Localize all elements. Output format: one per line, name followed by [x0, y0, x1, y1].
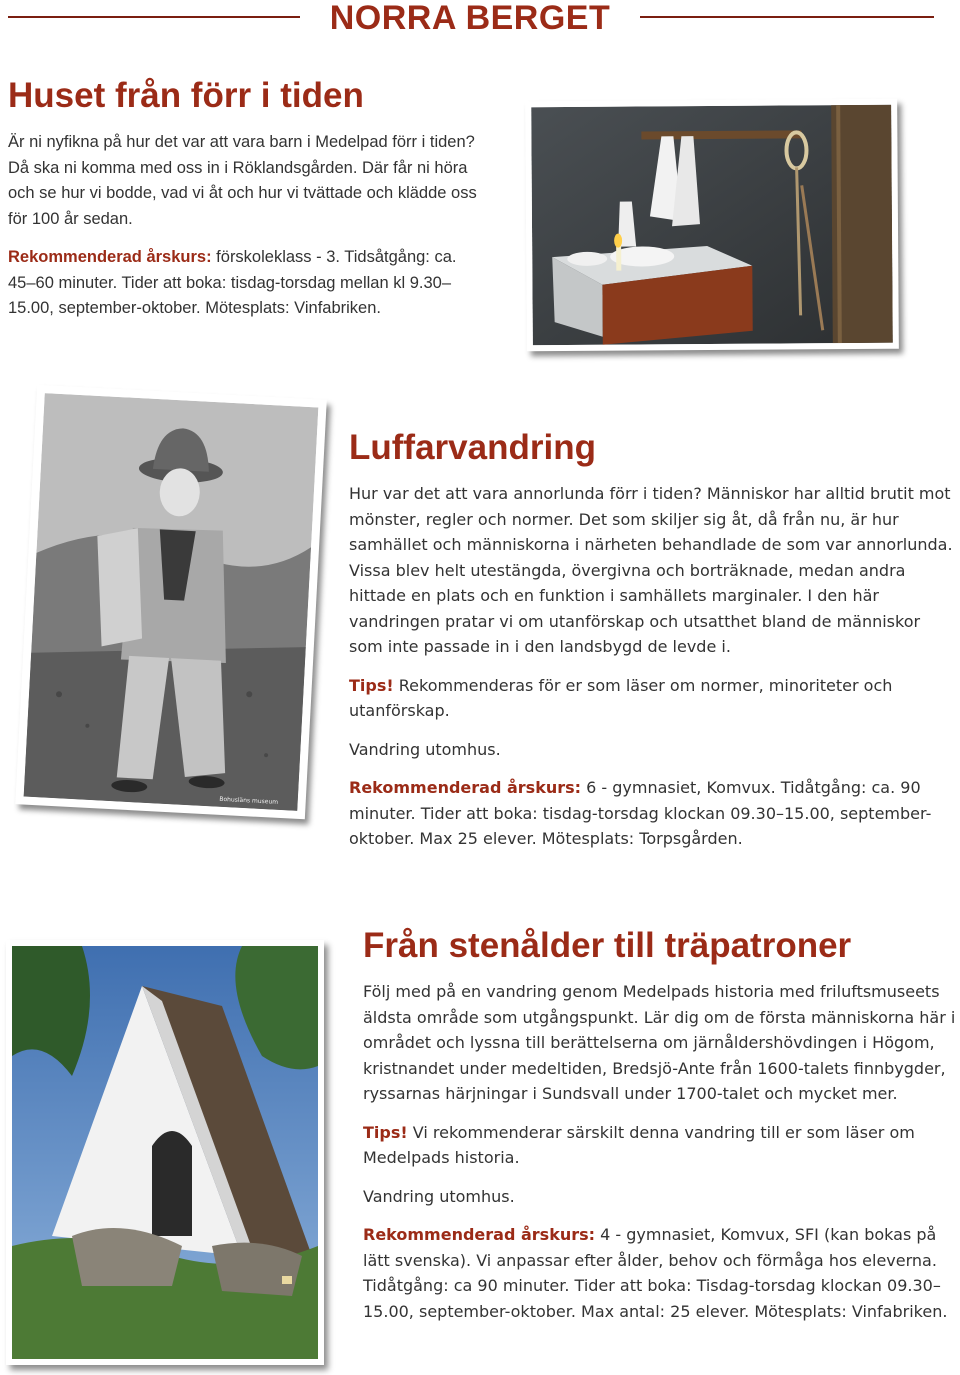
section-body-stenalder — [363, 979, 957, 1324]
sten-grade-text: 4 - gymnasiet, Komvux, SFI (kan bokas på lätt svenska). Vi anpassar efter ålder, behov och förmåga hos eleverna. Tidåtgång: ca 90 minuter. Tider att boka: Tisdag-torsdag klockan 09.30–15.00, september-oktober. Max antal: 25 elever. Mötesplats: Vinfabriken. — [363, 1225, 948, 1321]
huset-intro: Är ni nyfikna på hur det var att vara barn i Medelpad förr i tiden? Då ska ni komma med oss in i Röklandsgården. Där får ni höra och se hur vi bodde, vad vi åt och hur vi tvättade och klädde oss för 100 år sedan. — [8, 133, 477, 228]
photo-chapel — [6, 940, 324, 1365]
sten-tips-label: Tips! — [363, 1122, 408, 1142]
luffar-tips — [349, 673, 954, 724]
photo-vagabond — [15, 385, 327, 820]
section-title-stenalder: Från stenålder till träpatroner — [363, 926, 852, 965]
huset-details — [8, 245, 486, 322]
header-rule-right — [640, 16, 934, 18]
section-body-luffarvandring — [349, 481, 954, 852]
section-title-huset: Huset från förr i tiden — [8, 76, 364, 115]
luffar-outdoor: Vandring utomhus. — [349, 739, 501, 759]
washstand-illustration — [531, 105, 893, 346]
luffar-tips-text: Rekommenderas för er som läser om normer, minoriteter och utanförskap. — [349, 675, 893, 720]
sten-tips — [363, 1120, 957, 1171]
huset-grade-value: förskoleklass - 3. — [211, 248, 340, 266]
section-body-huset — [8, 130, 486, 322]
sten-grade-label: Rekommenderad årskurs: — [363, 1225, 596, 1244]
photo-interior-washstand — [525, 99, 899, 352]
vagabond-illustration — [24, 393, 319, 811]
sten-grade — [363, 1222, 957, 1324]
chapel-illustration — [12, 946, 318, 1359]
luffar-grade-text: 6 - gymnasiet, Komvux. Tidåtgång: ca. 90 minuter. Tider att boka: tisdag-torsdag klockan 09.30–15.00, september-oktober. Max 25 elever. Mötesplats: Torpsgården. — [349, 778, 932, 848]
sten-tips-text: Vi rekommenderar särskilt denna vandring till er som läser om Medelpads historia. — [363, 1122, 915, 1167]
sten-body: Följ med på en vandring genom Medelpads historia med friluftsmuseets äldsta område som utgångspunkt. Lär dig om de första människorna här i området och lyssna till berättelserna om järnåldershövdingen i Högom, kristnandet under medeltiden, Bredsjö-Ante från 1600-talets finnbygder, ryssarnas härjningar i Sundsvall under 1700-talet och mycket mer. — [363, 982, 956, 1103]
page-title: NORRA BERGET — [329, 0, 611, 37]
section-title-luffarvandring: Luffarvandring — [349, 428, 596, 467]
luffar-body: Hur var det att vara annorlunda förr i tiden? Människor har alltid brutit mot mönster, regler och normer. Det som skiljer sig åt, då från nu, är hur samhället och människorna i närheten behandlade de som var annorlunda. Vissa blev helt utestängda, övergivna och borträknade, medan andra hittade en plats och en funktion i samhällets marginaler. I den här vandringen pratar vi om utanförskap och utsatthet bland de människor som inte passade in i den landsbygd de levde i. — [349, 484, 953, 656]
header-rule-left — [8, 16, 300, 18]
huset-grade-label: Rekommenderad årskurs: — [8, 248, 212, 266]
luffar-grade — [349, 775, 954, 852]
sten-outdoor: Vandring utomhus. — [363, 1186, 515, 1206]
photo-credit: Bohusläns museum — [219, 795, 279, 806]
luffar-tips-label: Tips! — [349, 675, 394, 695]
huset-times: Tidsåtgång: ca. 45–60 minuter. Tider att boka: tisdag-torsdag mellan kl 9.30–15.00, september-oktober. Mötesplats: Vinfabriken. — [8, 248, 457, 317]
luffar-grade-label: Rekommenderad årskurs: — [349, 778, 582, 797]
